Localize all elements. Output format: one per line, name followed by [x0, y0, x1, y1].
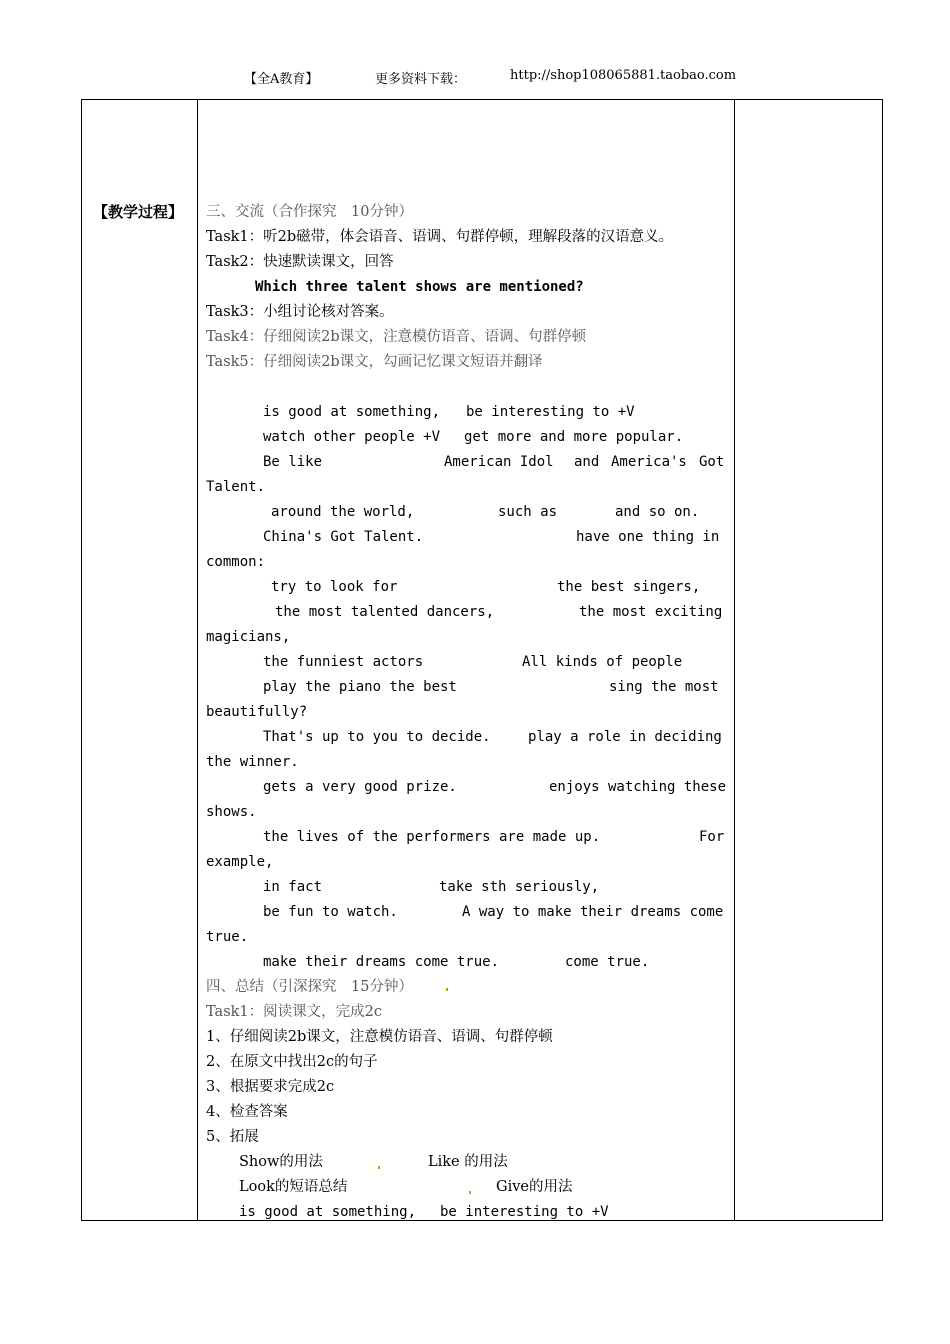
phrase-row-12-cont: example,	[206, 854, 274, 870]
phrase: be interesting to +V	[440, 1204, 609, 1220]
phrase: and so on.	[615, 504, 700, 520]
phrase: get more and more popular.	[464, 429, 684, 445]
header-url[interactable]: http://shop108065881.taobao.com	[510, 68, 737, 83]
section-4-title	[206, 975, 726, 1000]
phrase: make their dreams come true.	[263, 954, 500, 970]
phrase: the funniest actors	[263, 654, 424, 670]
task4-line: Task4：仔细阅读2b课文，注意模仿语音、语调、句群停顿	[206, 329, 587, 345]
phrase: around the world,	[271, 504, 415, 520]
task1-line: Task1：听2b磁带，体会语音、语调、句群停顿，理解段落的汉语意义。	[206, 229, 674, 245]
phrase-row-11	[206, 775, 726, 800]
phrase: Got	[699, 454, 725, 470]
page-header	[0, 68, 950, 90]
phrase-row-7	[206, 600, 726, 625]
phrase-row-15	[206, 950, 726, 975]
phrase-row-9-cont: beautifully?	[206, 704, 308, 720]
phrase: For	[699, 829, 725, 845]
phrase-row-8	[206, 650, 726, 675]
column-divider-1	[197, 100, 198, 1220]
phrase: play a role in deciding	[528, 729, 722, 745]
phrase-row-14	[206, 900, 726, 925]
phrase-row-3	[206, 450, 726, 475]
phrase: America's	[611, 454, 687, 470]
extension-item: Give的用法	[496, 1179, 573, 1195]
phrase-row-14-cont: true.	[206, 929, 249, 945]
phrase: be fun to watch.	[263, 904, 398, 920]
phrase: A way to make their dreams come	[462, 904, 724, 920]
phrase-row-4	[206, 500, 726, 525]
phrase: China's Got Talent.	[263, 529, 424, 545]
phrase: such as	[498, 504, 558, 520]
question-line: Which three talent shows are mentioned?	[255, 279, 584, 295]
phrase: gets a very good prize.	[263, 779, 457, 795]
phrase: take sth seriously,	[439, 879, 600, 895]
phrase-row-5	[206, 525, 726, 550]
phrase: That's up to you to decide.	[263, 729, 491, 745]
phrase: watch other people +V	[263, 429, 441, 445]
extension-item: Look的短语总结	[239, 1179, 348, 1195]
header-more-downloads: 更多资料下载：	[375, 72, 467, 87]
phrase-row-13	[206, 875, 726, 900]
task2-line: Task2：快速默读课文，回答	[206, 254, 394, 270]
phrase: Be like	[263, 454, 323, 470]
phrase: come true.	[565, 954, 650, 970]
phrase: the most exciting	[579, 604, 723, 620]
phrase: and	[574, 454, 600, 470]
s4-step-5: 5、拓展	[206, 1129, 259, 1145]
phrase-row-12	[206, 825, 726, 850]
marker-dot	[378, 1166, 380, 1169]
extension-item: Like 的用法	[428, 1154, 508, 1170]
extension-row-3	[206, 1200, 726, 1225]
phrase: is good at something,	[263, 404, 441, 420]
phrase-row-6	[206, 575, 726, 600]
phrase-row-10-cont: the winner.	[206, 754, 299, 770]
marker-dot	[446, 988, 448, 991]
s4-step-3: 3、根据要求完成2c	[206, 1079, 335, 1095]
phrase-row-10	[206, 725, 726, 750]
header-brand: 【全A教育】	[244, 72, 319, 87]
phrase-row-1	[206, 400, 726, 425]
blank-line	[206, 375, 726, 400]
phrase: is good at something,	[239, 1204, 417, 1220]
phrase: have one thing in	[576, 529, 720, 545]
task5-line: Task5：仔细阅读2b课文，勾画记忆课文短语并翻译	[206, 354, 543, 370]
phrase: the most talented dancers,	[275, 604, 495, 620]
phrase: try to look for	[271, 579, 398, 595]
column-divider-2	[734, 100, 735, 1220]
phrase-row-5-cont: common:	[206, 554, 266, 570]
phrase-row-11-cont: shows.	[206, 804, 257, 820]
phrase: sing the most	[609, 679, 719, 695]
section-label: 【教学过程】	[93, 203, 184, 221]
phrase: All kinds of people	[522, 654, 683, 670]
section-3-title: 三、交流（合作探究 10分钟）	[206, 204, 413, 220]
marker-dot	[469, 1191, 471, 1194]
lesson-content	[206, 200, 726, 1225]
s4-step-1: 1、仔细阅读2b课文，注意模仿语音、语调、句群停顿	[206, 1029, 553, 1045]
extension-row-2	[206, 1175, 726, 1200]
s4-task1-line: Task1：阅读课文，完成2c	[206, 1004, 382, 1020]
extension-item: Show的用法	[239, 1154, 323, 1170]
s4-step-4: 4、检查答案	[206, 1104, 288, 1120]
phrase-row-7-cont: magicians,	[206, 629, 291, 645]
phrase-row-3-cont: Talent.	[206, 479, 266, 495]
phrase: in fact	[263, 879, 323, 895]
task3-line: Task3：小组讨论核对答案。	[206, 304, 394, 320]
phrase: the lives of the performers are made up.	[263, 829, 601, 845]
section-4-title-text: 四、总结（引深探究 15分钟）	[206, 979, 413, 995]
s4-step-2: 2、在原文中找出2c的句子	[206, 1054, 378, 1070]
phrase-row-9	[206, 675, 726, 700]
extension-row-1	[206, 1150, 726, 1175]
phrase: play the piano the best	[263, 679, 457, 695]
phrase: be interesting to +V	[466, 404, 635, 420]
phrase: enjoys watching these	[549, 779, 727, 795]
phrase: American Idol	[444, 454, 554, 470]
phrase-row-2	[206, 425, 726, 450]
phrase: the best singers,	[557, 579, 701, 595]
